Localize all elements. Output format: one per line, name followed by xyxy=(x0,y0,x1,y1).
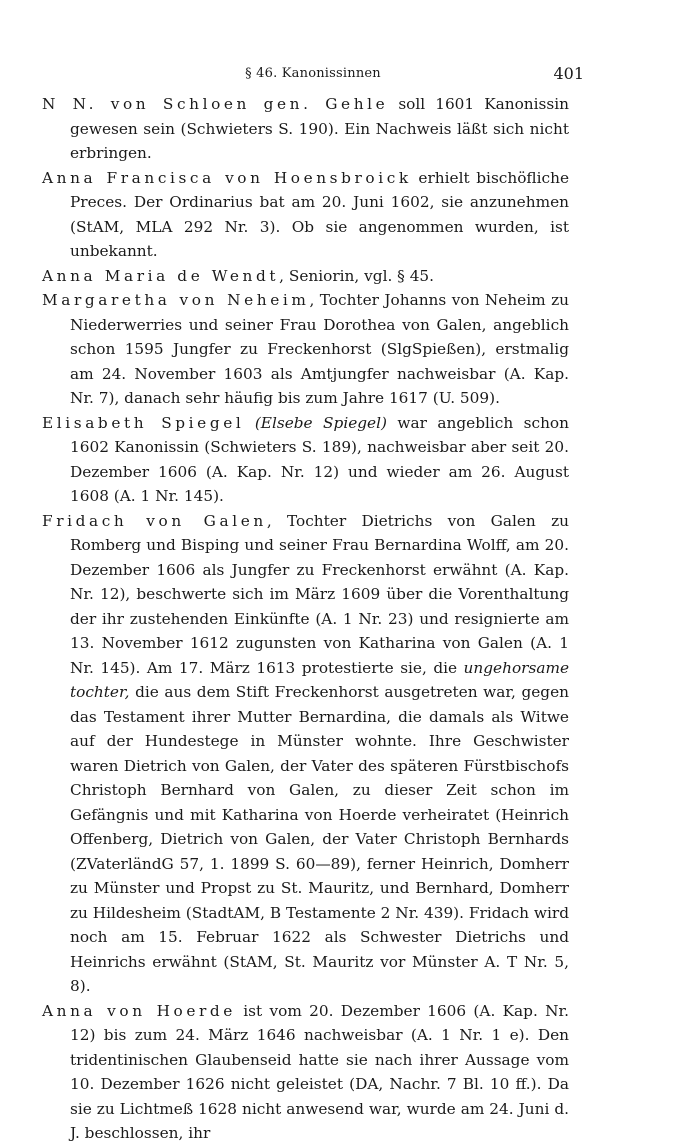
page-number: 401 xyxy=(553,64,584,83)
entry-text: soll 1601 Kanonissin gewesen sein (Schwieters S. 190). Ein Nachweis läßt sich nicht erbringen. xyxy=(70,95,569,162)
entry-text xyxy=(244,414,254,432)
entry-text: war angeblich schon 1602 Kanonissin (Schwieters S. 189), nachweisbar aber seit 20. Dezember 1606 (A. Kap. Nr. 12) und wieder am 26. August 1608 (A. 1 Nr. 145). xyxy=(70,413,569,505)
body-text xyxy=(42,92,569,1146)
entry-name: Anna Maria de Wendt xyxy=(42,266,280,285)
entry-text: die aus dem Stift Freckenhorst ausgetreten war, gegen das Testament ihrer Mutter Bernardina, die damals als Witwe auf der Hundestege in Münster wohnte. Ihre Geschwister waren Dietrich von Galen, der Vater des späteren Fürstbischofs Christoph Bernhard von Galen, zu dieser Zeit schon im Gefängnis und mit Katharina von Hoerde verheiratet (Heinrich Offenberg, Dietrich von Galen, der Vater Christoph Bernhards (ZVaterländG 57, 1. 1899 S. 60—89), ferner Heinrich, Domherr zu Münster und Propst zu St. Mauritz, und Bernhard, Domherr zu Hildesheim (StadtAM, B Testamente 2 Nr. 439). Fridach wird noch am 15. Februar 1622 als Schwester Dietrichs und Heinrichs erwähnt (StAM, St. Mauritz vor Münster A. T Nr. 5, 8). xyxy=(70,683,569,995)
entry-hoensbroick xyxy=(42,166,569,264)
entry-name: N N. von Schloen gen. Gehle xyxy=(42,95,389,113)
entry-name: Fridach von Galen xyxy=(42,511,267,530)
entry-name: Elisabeth Spiegel xyxy=(42,413,245,432)
entry-text: , Seniorin, vgl. § 45. xyxy=(279,266,435,285)
running-title: § 46. Kanonissinnen xyxy=(245,66,381,81)
entry-text: , Tochter Johanns von Neheim zu Niederwerries und seiner Frau Dorothea von Galen, angeblich schon 1595 Jungfer zu Freckenhorst (SlgSpießen), erstmalig am 24. November 1603 als Amtjungfer nachweisbar (A. Kap. Nr. 7), danach sehr häufig bis zum Jahre 1617 (U. 509). xyxy=(70,291,569,407)
entry-name: Anna Francisca von Hoensbroick xyxy=(42,168,412,187)
entry-text: erhielt bischöfliche Preces. Der Ordinarius bat am 20. Juni 1602, sie anzunehmen (StAM, MLA 292 Nr. 3). Ob sie angenommen wurden, ist unbekannt. xyxy=(70,168,569,260)
entry-name: Anna von Hoerde xyxy=(42,1001,236,1020)
entry-text-italic: ungehorsame tochter, xyxy=(70,658,569,701)
entry-text: , Tochter Dietrichs von Galen zu Romberg und Bisping und seiner Frau Bernardina Wolff, am 20. Dezember 1606 als Jungfer zu Freckenhorst erwähnt (A. Kap. Nr. 12), beschwerte sich im März 1609 über die Vorenthaltung der ihr zustehenden Einkünfte (A. 1 Nr. 23) und resignierte am 13. November 1612 zugunsten von Katharina von Galen (A. 1 Nr. 145). Am 17. März 1613 protestierte sie, die xyxy=(70,511,569,677)
entry-neheim xyxy=(42,288,569,411)
running-header xyxy=(42,64,584,84)
entry-text-italic: (Elsebe Spiegel) xyxy=(254,413,387,432)
entry-galen xyxy=(42,509,569,999)
entry-spiegel xyxy=(42,411,569,509)
entry-hoerde xyxy=(42,999,569,1146)
entry-wendt xyxy=(42,264,569,289)
entry-text: ist vom 20. Dezember 1606 (A. Kap. Nr. 12) bis zum 24. März 1646 nachweisbar (A. 1 Nr. 1 e). Den tridentinischen Glaubenseid hatte sie nach ihrer Aussage vom 10. Dezember 1626 nicht geleistet (DA, Nachr. 7 Bl. 10 ff.). Da sie zu Lichtmeß 1628 nicht anwesend war, wurde am 24. Juni d. J. beschlossen, ihr xyxy=(70,1001,570,1142)
entry-schloen xyxy=(42,92,569,166)
entry-name: Margaretha von Neheim xyxy=(42,291,310,309)
